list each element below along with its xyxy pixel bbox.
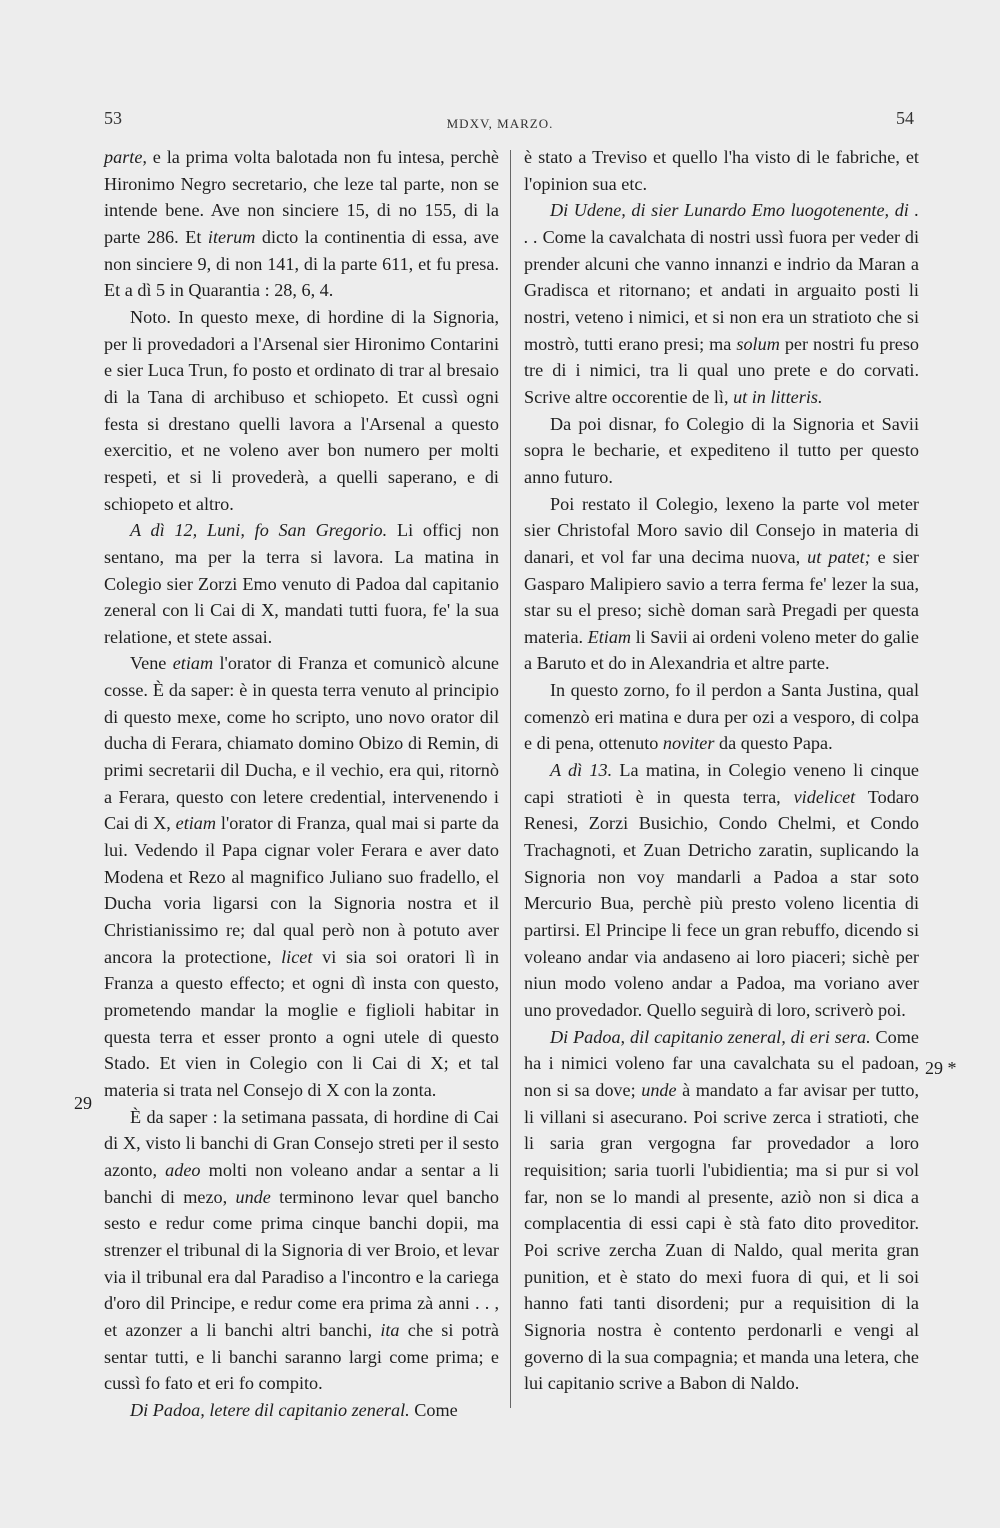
text: Vene: [130, 653, 173, 674]
text: che si potrà sentar tutti, e li banchi saranno largi come prima; e cussì fo fato et eri fo compito.: [104, 1319, 499, 1394]
column-divider: [510, 150, 511, 1408]
italic-text: ita: [380, 1319, 400, 1340]
running-title: MDXV, MARZO.: [446, 116, 554, 131]
text: dicto la continentia di essa, ave non sinciere 9, di non 141, di la parte 611, et fu presa. Et a dì 5 in Quarantia : 28, 6, 4.: [104, 226, 500, 301]
paragraph: [104, 144, 499, 304]
paragraph: [524, 1024, 919, 1397]
italic-text: parte,: [104, 147, 147, 167]
text: In questo zorno, fo il perdon a Santa Justina, qual comenzò eri matina e dura per ozi a vesporo, di colpa e di pena, ottenuto: [524, 680, 919, 754]
text: È da saper : la setimana passata, di hordine di Cai di X, visto li banchi di Gran Consejo streti per il sesto azonto,: [104, 1106, 499, 1180]
page-number-right: 54: [896, 108, 914, 128]
paragraph: [104, 650, 499, 1103]
italic-text: ut in litteris.: [733, 386, 823, 407]
text: vi sia soi oratori lì in Franza a questo effecto; et ogni dì insta con questo, prometendo mandar la moglie e figlioli habitar in questa terra et esser pronto a ogni utele di questo Stado. Et vien in Colegio con li Cai di X; et tal materia si trata nel Consejo di X con la zonta.: [104, 946, 499, 1100]
text: Come: [409, 1399, 458, 1420]
left-column: [104, 144, 499, 1424]
italic-text: unde: [235, 1186, 271, 1207]
italic-text: Etiam: [587, 626, 632, 647]
text: Todaro Renesi, Zorzi Busichio, Condo Chelmi, et Condo Trachagnoti, et Zuan Detricho zaratin, suplicando la Signoria non voy mandarli a Padoa a star soto Mercurio Bua, perchè più presto voleno licentia di partirsi. El Principe li fece un gran rebuffo, dicendo si voleano andar via andaseno ai loro piaceri; sichè per niun modo voleno andar a Padoa, ma voriano aver uno provedador. Quello seguirà di loro, scriverò poi.: [524, 786, 920, 1020]
text: l'orator di Franza et comunicò alcune cosse. È da saper: è in questa terra venuto al principio di questo mexe, come ho scripto, uno novo orator dil ducha di Ferara, chiamato domino Obizo di Remin, di primi secretarii dil Ducha, e il vechio, era qui, ritornò a Ferara, questo con letere credential, intervenendo i Cai di X,: [104, 653, 499, 834]
italic-text: Di Padoa, letere dil capitanio zeneral.: [130, 1399, 410, 1420]
italic-text: licet: [281, 946, 313, 967]
text: molti non voleano andar a sentar a li banchi di mezo,: [104, 1159, 499, 1207]
italic-text: A dì 13.: [550, 760, 613, 781]
text: Li officj non sentano, ma per la terra si lavora. La matina in Colegio sier Zorzi Emo venuto di Padoa dal capitanio zeneral con li Cai di X, mandati tutti fuora, fe' la sua relatione, et stete assai.: [104, 520, 499, 647]
text: li Savii ai ordeni voleno meter do galie a Baruto et do in Alexandria et altre parte.: [524, 626, 919, 674]
italic-text: etiam: [172, 653, 214, 674]
paragraph: Noto. In questo mexe, di hordine di la Signoria, per li provedadori a l'Arsenal sier Hironimo Contarini e sier Luca Trun, fo posto et ordinato di trar al bresaio di la Tana di archibuso et schiopeto. Et cussì ogni festa si drestano quelli lavora a l'Arsenal a questo exercitio, et ne voleno aver bon numero per molti respeti, et si li provederà, a quelli saperano, e di schiopeto et altro.: [104, 306, 499, 514]
paragraph: [524, 197, 919, 410]
text: Come la cavalchata di nostri ussì fuora per veder di prender alcuni che vanno innanzi e indrio da Maran a Gradisca et ritornano; et andati in arguaito posti li nostri, veteno i nimici, et si non era un stratioto che si mostrò, tutti erano presi; ma: [524, 226, 919, 354]
italic-text: videlicet: [793, 786, 856, 807]
italic-text: adeo: [165, 1159, 201, 1180]
text: l'orator di Franza, qual mai si parte da lui. Vedendo il Papa cignar voler Ferara e aver dato Modena et Rezo al magnifico Juliano suo fradello, el Ducha voria ligarsi con la Signoria nostra et il Christianissimo re; dal qual però non à potuto aver ancora la protectione,: [104, 813, 499, 967]
right-column: [524, 144, 919, 1397]
italic-text: Di Padoa, dil capitanio zeneral, di eri sera.: [550, 1026, 871, 1047]
italic-text: unde: [641, 1079, 677, 1100]
margin-number-left: 29: [74, 1093, 92, 1113]
paragraph: [104, 1104, 499, 1397]
italic-text: Di Udene, di sier Lunardo Emo luogotenente, di . . .: [524, 200, 919, 247]
text: Come ha i nimici voleno far una cavalchata su el padoan, non si sa dove;: [524, 1026, 919, 1100]
paragraph: [104, 517, 499, 650]
italic-text: solum: [736, 333, 780, 354]
text: e sier Gasparo Malipiero savio a terra ferma fe' lezer la sua, star su el preso; sichè doman sarà Pregadi per questa materia.: [524, 546, 919, 647]
paragraph: [524, 677, 919, 757]
italic-text: etiam: [175, 813, 217, 834]
text: da questo Papa.: [714, 733, 833, 754]
margin-number-right: 29 *: [925, 1058, 957, 1078]
text: per nostri fu preso tre di i nimici, tra li qual uno prete e do corvati. Scrive altre occorentie de lì,: [524, 333, 920, 407]
text: terminono levar quel bancho sesto e redur come prima cinque banchi dopii, ma strenzer el tribunal di la Signoria di ver Broio, et levar via il tribunal era dal Paradiso a l'incontro e la cariega d'oro dil Principe, e redur come era prima zà anni . . , et azonzer a li banchi altri banchi,: [104, 1186, 499, 1340]
page-number-left: 53: [104, 108, 122, 128]
text: La matina, in Colegio veneno li cinque capi stratioti è in questa terra,: [524, 760, 919, 807]
paragraph: è stato a Treviso et quello l'ha visto di le fabriche, et l'opinion sua etc.: [524, 147, 919, 194]
paragraph: Da poi disnar, fo Colegio di la Signoria et Savii sopra le becharie, et expediteno il tutto per questo anno futuro.: [524, 413, 919, 487]
paragraph: [524, 757, 919, 1024]
text: à mandato a far avisar per tutto, li villani si asecurano. Poi scrive zerca i stratioti, che li saria gran vergogna far provedador a loro requisition; saria tuorli l'ubidientia; ma si pur si vol far, non se lo mandi al presente, aziò non si dica a complacentia di essi capi è stà fato dito proveditor. Poi scrive zercha Zuan di Naldo, qual merita gran punition, et è stato do mexi fuora di qui, et li soi hanno fati tanti disordeni; pur a requisition di la Signoria nostra è contento perdonarli e vengi al governo di la sua compagnia; et manda una letera, che lui capitanio scrive a Babon di Naldo.: [524, 1079, 919, 1394]
italic-text: A dì 12, Luni, fo San Gregorio.: [130, 520, 388, 541]
paragraph: [524, 491, 919, 678]
italic-text: iterum: [207, 226, 256, 247]
italic-text: noviter: [662, 733, 715, 754]
text: e la prima volta balotada non fu intesa, perchè Hironimo Negro secretario, che leze tal parte, non se intende bene. Ave non sinciere 15, di no 155, di la parte 286. Et: [104, 147, 499, 247]
text: Poi restato il Colegio, lexeno la parte vol meter sier Christofal Moro savio dil Consejo in materia di danari, et vol far una decima nuova,: [524, 493, 919, 567]
italic-text: ut patet;: [807, 546, 871, 567]
paragraph: [104, 1397, 499, 1424]
